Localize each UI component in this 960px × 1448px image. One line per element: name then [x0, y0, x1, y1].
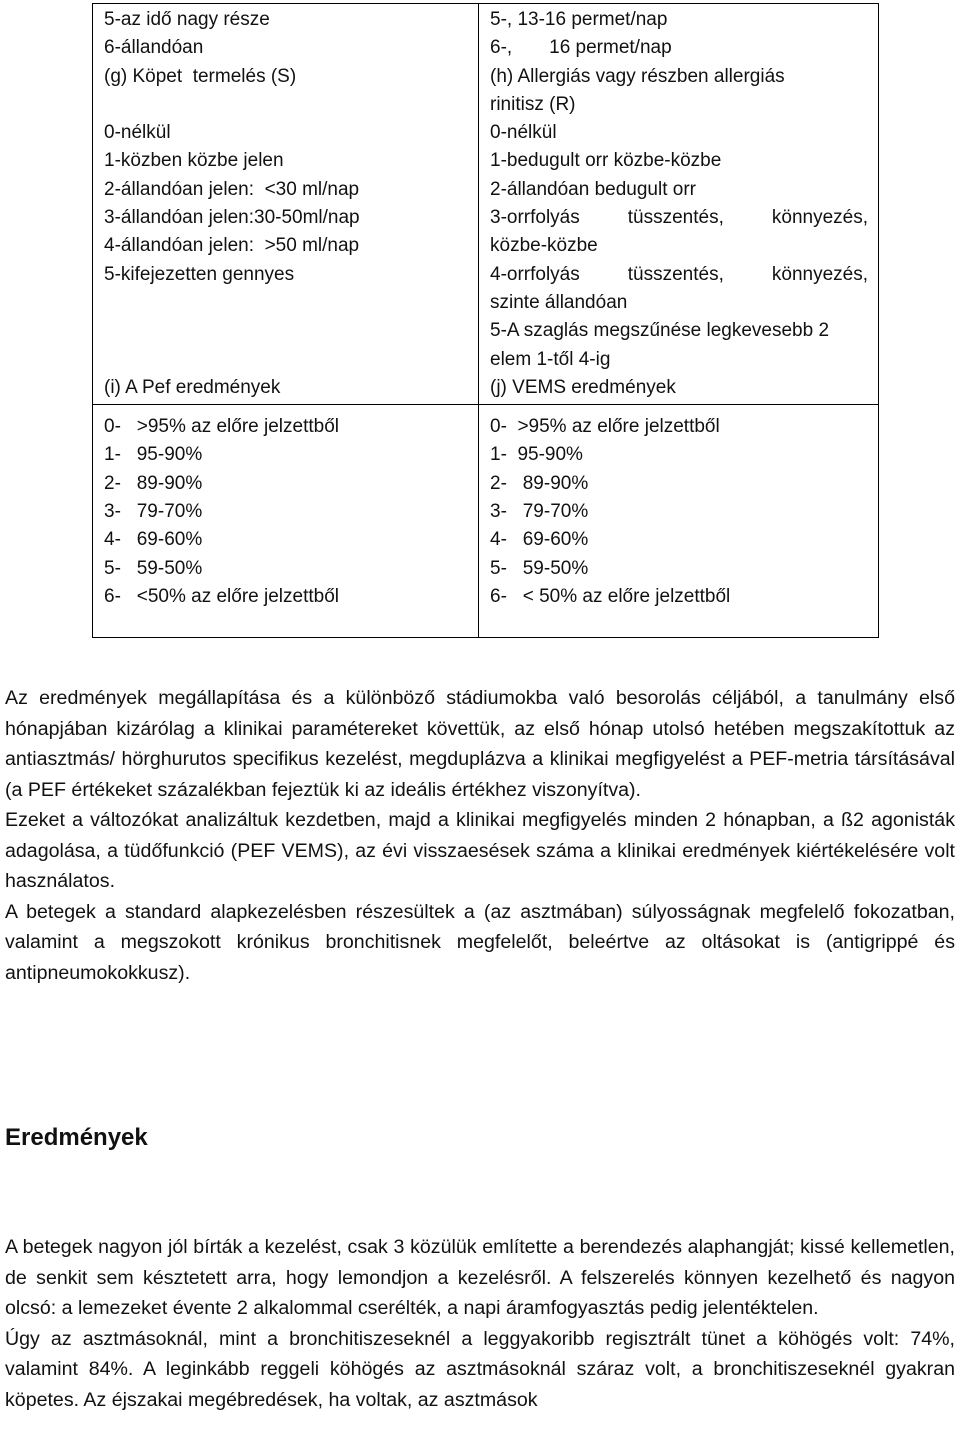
- cell-line: 1-bedugult orr közbe-közbe: [490, 150, 722, 172]
- blank-line: [104, 91, 468, 119]
- table-cell-right: [479, 405, 879, 638]
- cell-line: 5-A szaglás megszűnése legkevesebb 2: [490, 320, 830, 342]
- cell-line: szinte állandóan: [490, 291, 628, 313]
- table-cell-right: [479, 4, 879, 405]
- cell-line: 3-állandóan jelen:30-50ml/nap: [104, 207, 360, 229]
- cell-line: (i) A Pef eredmények: [104, 376, 281, 398]
- cell-line: 2- 89-90%: [490, 472, 589, 494]
- cell-line: 0-nélkül: [490, 122, 557, 144]
- cell-line: 1- 95-90%: [490, 444, 583, 466]
- cell-line: rinitisz (R): [490, 93, 576, 115]
- table-cell-left: [93, 405, 479, 638]
- blank-line: [104, 346, 468, 374]
- cell-line: (h) Allergiás vagy részben allergiás: [490, 65, 785, 87]
- section-heading: Eredmények: [5, 1124, 148, 1151]
- cell-line: 0- >95% az előre jelzettből: [104, 416, 339, 438]
- cell-line: 1-közben közbe jelen: [104, 150, 284, 172]
- paragraph: Az eredmények megállapítása és a különböző stádiumokba való besorolás céljából, a tanulmány első hónapjában kizárólag a klinikai paramétereket követtük, az első hónap utolsó hetében megszakítottuk az antiasztmás/ hörghurutos specifikus kezelést, megduplázva a klinikai megfigyelést a PEF-metria társításával (a PEF értékeket százalékban fejeztük ki az ideális értékhez viszonyítva).: [5, 687, 955, 801]
- cell-line: 3- 79-70%: [104, 501, 203, 523]
- cell-line: 2- 89-90%: [104, 472, 203, 494]
- cell-line: 4- 69-60%: [490, 529, 589, 551]
- cell-line: 1- 95-90%: [104, 444, 203, 466]
- cell-line: 5- 59-50%: [104, 557, 203, 579]
- paragraph: A betegek a standard alapkezelésben részesültek a (az asztmában) súlyosságnak megfelelő fokozatban, valamint a megszokott krónikus bronchitisnek megfelelőt, beleértve az oltásokat is (antigrippé és antipneumokokkusz).: [5, 900, 955, 984]
- cell-line: 5-az idő nagy része: [104, 9, 270, 30]
- cell-line: 2-állandóan bedugult orr: [490, 178, 696, 200]
- cell-line: 2-állandóan jelen: <30 ml/nap: [104, 178, 360, 200]
- table-cell-left: [93, 4, 479, 405]
- cell-line: 3-orrfolyás tüsszentés, könnyezés,: [490, 207, 868, 229]
- cell-line: 6-, 16 permet/nap: [490, 37, 672, 59]
- blank-line: [104, 289, 468, 317]
- cell-line: 5-, 13-16 permet/nap: [490, 9, 668, 30]
- cell-line: 6- < 50% az előre jelzettből: [490, 585, 731, 607]
- table-row: [93, 405, 879, 638]
- cell-line: 5-kifejezetten gennyes: [104, 263, 295, 285]
- cell-line: közbe-közbe: [490, 235, 598, 257]
- blank-line: [104, 317, 468, 345]
- table-row: [93, 4, 879, 405]
- cell-line: elem 1-től 4-ig: [490, 348, 611, 370]
- paragraph: Úgy az asztmásoknál, mint a bronchitiszeseknél a leggyakoribb regisztrált tünet a köhögés volt: 74%, valamint 84%. A leginkább reggeli köhögés az asztmásoknál száraz volt, a bronchitiszeseknél gyakran köpetes. Az éjszakai megébredések, ha voltak, az asztmások: [5, 1327, 955, 1411]
- cell-line: 0-nélkül: [104, 122, 171, 144]
- cell-line: 4-állandóan jelen: >50 ml/nap: [104, 235, 360, 257]
- cell-line: 4- 69-60%: [104, 529, 203, 551]
- body-text-methods: [5, 683, 955, 988]
- cell-line: 6- <50% az előre jelzettből: [104, 585, 339, 607]
- cell-line: 6-állandóan: [104, 37, 204, 59]
- cell-line: 4-orrfolyás tüsszentés, könnyezés,: [490, 263, 868, 285]
- cell-line: 0- >95% az előre jelzettből: [490, 416, 720, 438]
- cell-line: (g) Köpet termelés (S): [104, 65, 297, 87]
- cell-line: 5- 59-50%: [490, 557, 589, 579]
- paragraph: Ezeket a változókat analizáltuk kezdetben, majd a klinikai megfigyelés minden 2 hónapban, a ß2 agonisták adagolása, a tüdőfunkció (PEF VEMS), az évi visszaesések száma a klinikai eredmények kiértékelésére volt használatos.: [5, 809, 955, 892]
- paragraph: A betegek nagyon jól bírták a kezelést, csak 3 közülük említette a berendezés alaphangját; kissé kellemetlen, de senkit sem késztetett arra, hogy lemondjon a kezelésről. A felszerelés könnyen kezelhető és nagyon olcsó: a lemezeket évente 2 alkalommal cserélték, a napi áramfogyasztás pedig jelentéktelen.: [5, 1236, 955, 1319]
- cell-line: 3- 79-70%: [490, 501, 589, 523]
- classification-table: [92, 3, 879, 638]
- cell-line: (j) VEMS eredmények: [490, 376, 676, 398]
- body-text-results: [5, 1232, 955, 1415]
